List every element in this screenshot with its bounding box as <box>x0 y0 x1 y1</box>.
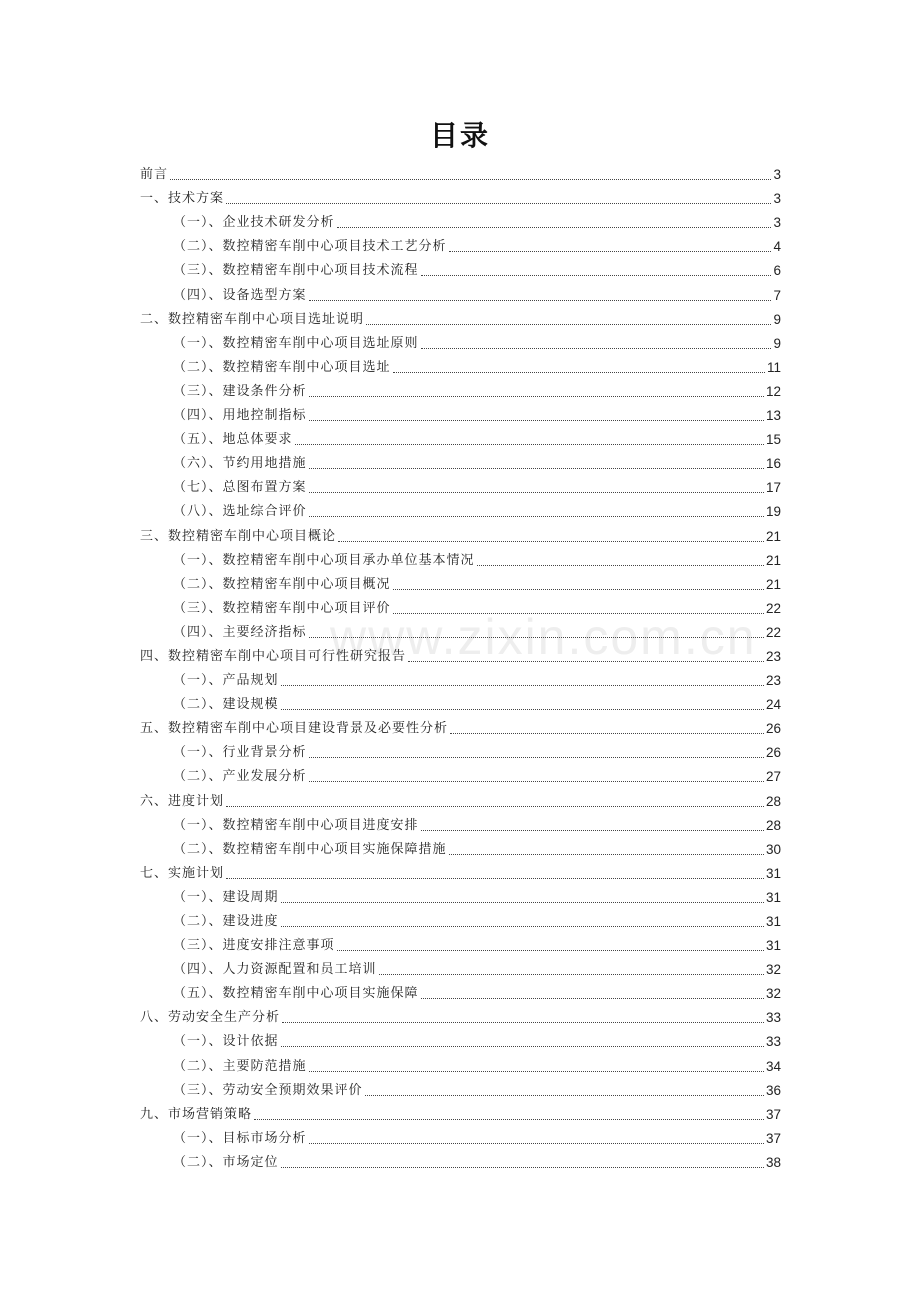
toc-entry-title: 一、技术方案 <box>140 191 225 207</box>
toc-entry-title: 七、实施计划 <box>140 865 225 881</box>
toc-entry[interactable] <box>140 160 781 184</box>
toc-entry-title: 五、数控精密车削中心项目建设背景及必要性分析 <box>140 721 449 737</box>
toc-entry-title: （一）、行业背景分析 <box>173 745 307 761</box>
toc-entry[interactable] <box>140 859 781 883</box>
toc-entry-page-number: 24 <box>765 697 781 713</box>
toc-entry[interactable] <box>140 1027 781 1051</box>
toc-dot-leader <box>421 830 764 831</box>
toc-entry[interactable] <box>140 1003 781 1027</box>
toc-entry-title: （一）、数控精密车削中心项目选址原则 <box>173 335 419 351</box>
toc-entry-page-number: 11 <box>766 359 781 375</box>
toc-entry[interactable] <box>140 208 781 232</box>
toc-entry[interactable] <box>140 425 781 449</box>
toc-entry-title: （三）、劳动安全预期效果评价 <box>173 1082 363 1098</box>
toc-entry-page-number: 4 <box>773 239 781 255</box>
toc-dot-leader <box>309 492 764 493</box>
toc-entry-page-number: 22 <box>765 600 781 616</box>
toc-entry-page-number: 33 <box>765 1010 781 1026</box>
toc-entry-title: （二）、建设进度 <box>173 914 279 929</box>
toc-entry-title: （一）、产品规划 <box>173 673 279 689</box>
toc-dot-leader <box>309 781 764 782</box>
table-of-contents <box>140 160 781 1172</box>
toc-entry-page-number: 30 <box>765 841 781 857</box>
toc-entry-title: （三）、建设条件分析 <box>173 383 307 399</box>
toc-dot-leader <box>281 1046 764 1047</box>
toc-entry-page-number: 36 <box>765 1082 781 1098</box>
toc-entry[interactable] <box>140 642 781 666</box>
toc-dot-leader <box>309 757 764 758</box>
toc-entry-title: （四）、主要经济指标 <box>173 624 307 640</box>
toc-entry[interactable] <box>140 714 781 738</box>
toc-entry[interactable] <box>140 1076 781 1100</box>
toc-entry-page-number: 6 <box>773 263 781 279</box>
toc-dot-leader <box>309 468 764 469</box>
toc-dot-leader <box>421 275 772 276</box>
toc-entry-title: （六）、节约用地措施 <box>173 456 307 472</box>
toc-entry-page-number: 13 <box>765 408 781 424</box>
toc-entry[interactable] <box>140 762 781 786</box>
toc-entry-page-number: 37 <box>765 1130 781 1146</box>
toc-entry-page-number: 15 <box>765 432 781 448</box>
toc-dot-leader <box>477 565 764 566</box>
toc-entry-title: （一）、设计依据 <box>173 1034 279 1050</box>
toc-dot-leader <box>309 516 764 517</box>
toc-entry-page-number: 32 <box>765 962 781 978</box>
toc-entry-page-number: 23 <box>765 673 781 689</box>
toc-entry[interactable] <box>140 738 781 762</box>
toc-dot-leader <box>226 806 764 807</box>
toc-dot-leader <box>365 1095 764 1096</box>
toc-entry-page-number: 16 <box>765 456 781 472</box>
toc-entry[interactable] <box>140 353 781 377</box>
toc-dot-leader <box>309 420 764 421</box>
toc-entry[interactable] <box>140 835 781 859</box>
toc-entry-title: 四、数控精密车削中心项目可行性研究报告 <box>140 648 407 664</box>
toc-dot-leader <box>281 926 764 927</box>
toc-entry[interactable] <box>140 1124 781 1148</box>
toc-entry-page-number: 12 <box>765 383 781 399</box>
toc-entry-title: （二）、数控精密车削中心项目技术工艺分析 <box>173 239 447 255</box>
toc-entry[interactable] <box>140 931 781 955</box>
toc-entry-title: 前言 <box>140 167 169 183</box>
toc-dot-leader <box>309 396 764 397</box>
toc-entry-title: 六、进度计划 <box>140 793 225 809</box>
toc-entry[interactable] <box>140 329 781 353</box>
toc-entry[interactable] <box>140 280 781 304</box>
toc-dot-leader <box>393 613 764 614</box>
toc-entry-title: （二）、主要防范措施 <box>173 1058 307 1074</box>
toc-entry-title: （一）、数控精密车削中心项目进度安排 <box>173 817 419 833</box>
toc-entry-title: （三）、进度安排注意事项 <box>173 938 335 954</box>
toc-entry-title: 二、数控精密车削中心项目选址说明 <box>140 311 365 327</box>
toc-entry[interactable] <box>140 305 781 329</box>
toc-dot-leader <box>226 203 771 204</box>
toc-dot-leader <box>393 372 765 373</box>
toc-entry[interactable] <box>140 449 781 473</box>
toc-entry[interactable] <box>140 184 781 208</box>
toc-entry-page-number: 33 <box>765 1034 781 1050</box>
toc-entry-title: （二）、数控精密车削中心项目实施保障措施 <box>173 841 447 857</box>
toc-entry[interactable] <box>140 1051 781 1075</box>
toc-entry-title: （二）、市场定位 <box>173 1154 279 1170</box>
toc-entry[interactable] <box>140 955 781 979</box>
toc-entry[interactable] <box>140 1100 781 1124</box>
toc-entry-title: （五）、数控精密车削中心项目实施保障 <box>173 986 419 1002</box>
toc-entry-page-number: 17 <box>765 480 781 496</box>
toc-dot-leader <box>281 902 764 903</box>
toc-dot-leader <box>337 227 772 228</box>
toc-entry-page-number: 3 <box>773 191 781 207</box>
toc-entry-page-number: 9 <box>773 335 781 351</box>
toc-dot-leader <box>393 589 764 590</box>
toc-dot-leader <box>449 854 764 855</box>
toc-entry-title: （三）、数控精密车削中心项目技术流程 <box>173 263 419 279</box>
toc-entry[interactable] <box>140 666 781 690</box>
toc-dot-leader <box>170 179 771 180</box>
toc-entry-page-number: 34 <box>765 1058 781 1074</box>
toc-entry[interactable] <box>140 1148 781 1172</box>
toc-entry-page-number: 31 <box>765 889 781 905</box>
toc-entry-title: 三、数控精密车削中心项目概论 <box>140 528 337 544</box>
toc-entry-page-number: 28 <box>765 817 781 833</box>
toc-entry-title: （一）、建设周期 <box>173 889 279 905</box>
toc-entry-title: （四）、用地控制指标 <box>173 408 307 424</box>
toc-entry-title: 九、市场营销策略 <box>140 1106 253 1122</box>
toc-dot-leader <box>281 709 764 710</box>
toc-entry-page-number: 26 <box>765 745 781 761</box>
toc-dot-leader <box>337 950 764 951</box>
toc-entry-title: （五）、地总体要求 <box>173 432 293 448</box>
toc-dot-leader <box>309 300 772 301</box>
toc-dot-leader <box>421 998 764 999</box>
toc-entry-title: （二）、数控精密车削中心项目选址 <box>173 359 391 375</box>
toc-entry-page-number: 23 <box>765 648 781 664</box>
toc-entry-title: （七）、总图布置方案 <box>173 480 307 496</box>
toc-entry[interactable] <box>140 401 781 425</box>
toc-entry[interactable] <box>140 690 781 714</box>
toc-dot-leader <box>379 974 764 975</box>
toc-entry[interactable] <box>140 546 781 570</box>
toc-entry[interactable] <box>140 473 781 497</box>
toc-entry[interactable] <box>140 786 781 810</box>
toc-dot-leader <box>309 637 764 638</box>
toc-entry[interactable] <box>140 979 781 1003</box>
toc-entry-page-number: 27 <box>765 769 781 785</box>
toc-entry-page-number: 21 <box>765 528 781 544</box>
toc-dot-leader <box>450 733 764 734</box>
toc-entry[interactable] <box>140 618 781 642</box>
toc-entry[interactable] <box>140 521 781 545</box>
toc-entry[interactable] <box>140 907 781 931</box>
toc-entry-title: （四）、设备选型方案 <box>173 287 307 303</box>
toc-entry-title: （二）、数控精密车削中心项目概况 <box>173 576 391 592</box>
toc-entry[interactable] <box>140 256 781 280</box>
toc-dot-leader <box>421 348 772 349</box>
toc-entry-page-number: 21 <box>765 576 781 592</box>
toc-dot-leader <box>309 1071 764 1072</box>
toc-entry[interactable] <box>140 883 781 907</box>
toc-entry[interactable] <box>140 594 781 618</box>
toc-dot-leader <box>226 878 764 879</box>
toc-entry-page-number: 9 <box>773 311 781 327</box>
toc-entry-page-number: 38 <box>765 1154 781 1170</box>
toc-entry-page-number: 19 <box>765 504 781 520</box>
toc-entry[interactable] <box>140 497 781 521</box>
toc-dot-leader <box>282 1022 764 1023</box>
watermark: www.zixin.com.cn <box>330 609 757 665</box>
toc-entry-page-number: 31 <box>765 865 781 881</box>
toc-entry-page-number: 32 <box>765 986 781 1002</box>
toc-entry-title: （一）、目标市场分析 <box>173 1130 307 1146</box>
toc-entry[interactable] <box>140 570 781 594</box>
toc-dot-leader <box>281 1167 764 1168</box>
toc-entry-title: （二）、产业发展分析 <box>173 769 307 785</box>
toc-entry-page-number: 21 <box>765 552 781 568</box>
toc-entry-title: （一）、数控精密车削中心项目承办单位基本情况 <box>173 552 475 568</box>
toc-entry-page-number: 28 <box>765 793 781 809</box>
toc-dot-leader <box>449 251 772 252</box>
toc-entry[interactable] <box>140 232 781 256</box>
toc-entry[interactable] <box>140 811 781 835</box>
toc-entry-title: 八、劳动安全生产分析 <box>140 1010 281 1026</box>
toc-entry[interactable] <box>140 377 781 401</box>
toc-entry-page-number: 3 <box>773 167 781 183</box>
toc-entry-page-number: 3 <box>773 215 781 231</box>
toc-entry-page-number: 37 <box>765 1106 781 1122</box>
toc-dot-leader <box>366 324 771 325</box>
toc-entry-page-number: 22 <box>765 624 781 640</box>
toc-entry-page-number: 31 <box>765 914 781 929</box>
toc-entry-page-number: 31 <box>765 938 781 954</box>
toc-dot-leader <box>295 444 764 445</box>
toc-dot-leader <box>408 661 764 662</box>
toc-entry-title: （一）、企业技术研发分析 <box>173 215 335 231</box>
toc-dot-leader <box>281 685 764 686</box>
toc-entry-page-number: 26 <box>765 721 781 737</box>
toc-entry-title: （三）、数控精密车削中心项目评价 <box>173 600 391 616</box>
toc-dot-leader <box>254 1119 764 1120</box>
toc-dot-leader <box>338 541 764 542</box>
toc-entry-page-number: 7 <box>773 287 781 303</box>
toc-entry-title: （八）、选址综合评价 <box>173 504 307 520</box>
toc-entry-title: （二）、建设规模 <box>173 697 279 713</box>
toc-dot-leader <box>309 1143 764 1144</box>
toc-entry-title: （四）、人力资源配置和员工培训 <box>173 962 377 978</box>
page-title: 目录 <box>429 119 490 152</box>
